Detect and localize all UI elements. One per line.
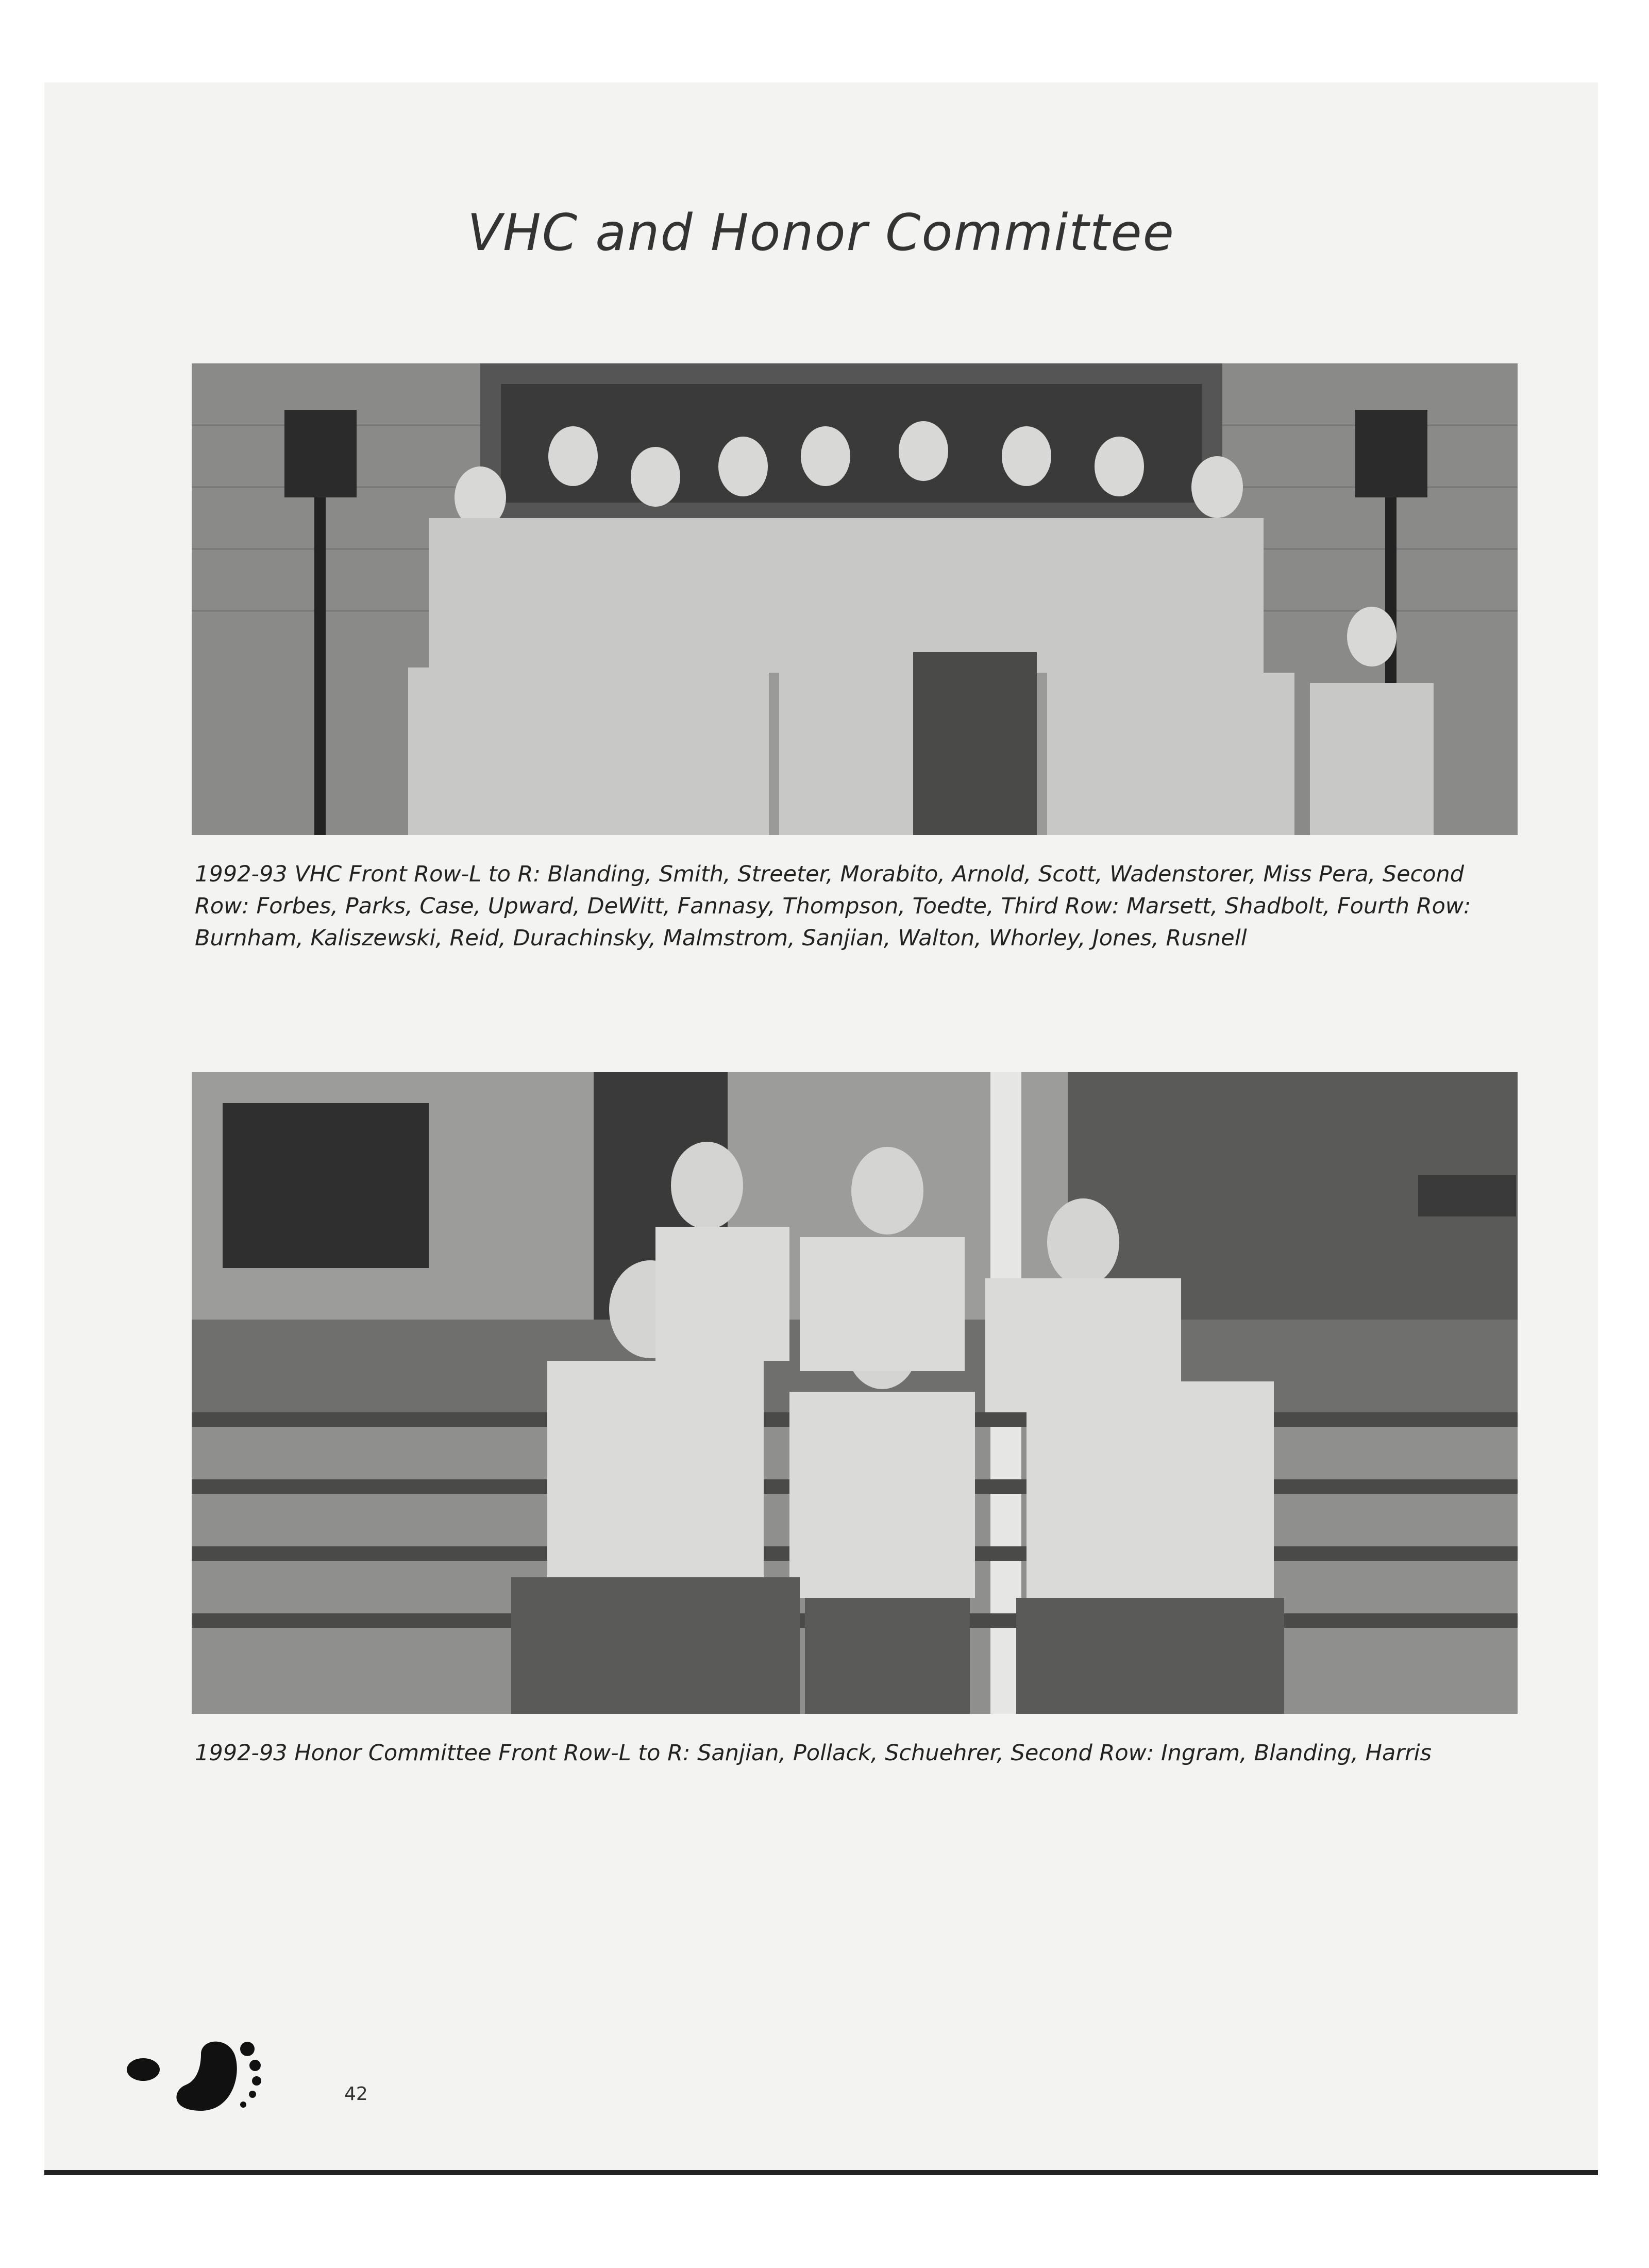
page-title: VHC and Honor Committee	[467, 204, 1175, 262]
honor-committee-photo	[192, 1072, 1518, 1714]
honor-committee-photo-caption: 1992-93 Honor Committee Front Row-L to R: Sanjian, Pollack, Schuehrer, Second Row: Ingram, Blanding, Harris	[195, 1740, 1432, 1766]
footprint-logo-icon	[124, 2033, 309, 2121]
vhc-group-photo	[192, 363, 1518, 835]
page-number: 42	[344, 2083, 368, 2105]
vhc-photo-caption: 1992-93 VHC Front Row-L to R: Blanding, Smith, Streeter, Morabito, Arnold, Scott, Wadenstorer, Miss Pera, Second Row: Forbes, Parks, Case, Upward, DeWitt, Fannasy, Thompson, Toedte, Third Row: Marsett, Shadbolt, Fourth Row: Burnham, Kaliszewski, Reid, Durachinsky, Malmstrom, Sanjian, Walton, Whorley, Jones, Rusnell	[195, 861, 1471, 951]
